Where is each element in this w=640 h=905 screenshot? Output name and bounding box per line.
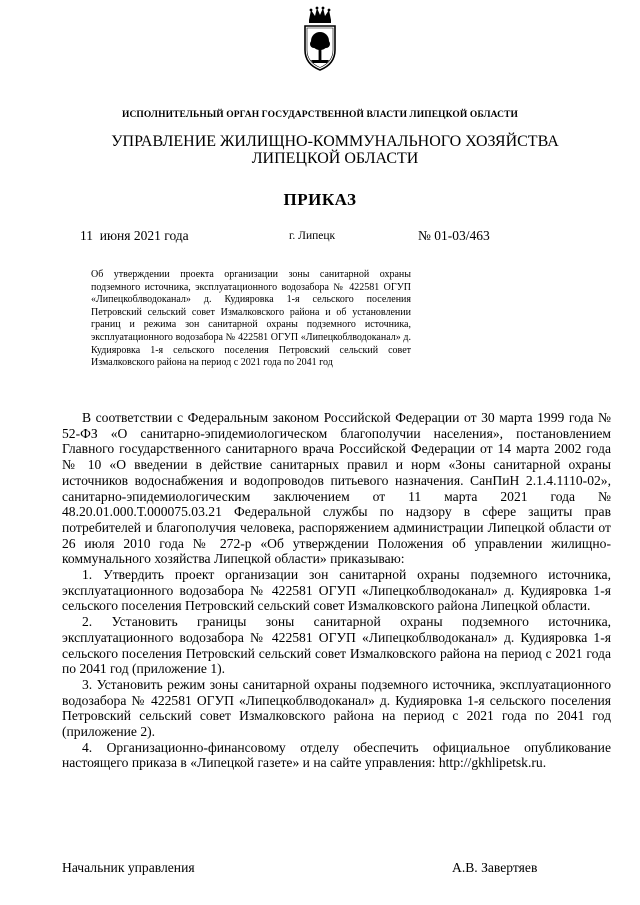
authority-line: ИСПОЛНИТЕЛЬНЫЙ ОРГАН ГОСУДАРСТВЕННОЙ ВЛАСТИ ЛИПЕЦКОЙ ОБЛАСТИ [121,110,519,120]
signatory-name: А.В. Завертяев [452,860,538,875]
department-name [100,133,570,167]
document-number: № 01-03/463 [418,228,490,243]
department-line-1: УПРАВЛЕНИЕ ЖИЛИЩНО-КОММУНАЛЬНОГО ХОЗЯЙСТВА [111,133,559,150]
document-date: 11 июня 2021 года [80,228,189,243]
department-line-2: ЛИПЕЦКОЙ ОБЛАСТИ [251,150,419,167]
order-item-2: 2. Установить границы зоны санитарной охраны подземного источника, эксплуатационного водозабора № 422581 ОГУП «Липецкоблводоканал» д. Кудияровка 1-я сельского поселения Петровский сельский совет Измалковского района на период с 2021 года по 2041 год (приложение 1). [62,614,611,677]
order-subject: Об утверждении проекта организации зоны санитарной охраны подземного источника, эксплуатационного водозабора № 422581 ОГУП «Липецкоблводоканал» д. Кудияровка 1-я сельского поселения Петровский сельский совет Измалковского района и об установлении границ и режима зон санитарной охраны подземного источника, эксплуатационного водозабора № 422581 ОГУП «Липецкоблводоканал» д. Кудияровка 1-я сельского поселения Петровский сельский совет Измалковского района на период с 2021 года по 2041 год [91,269,411,369]
document-type: ПРИКАЗ [283,190,357,209]
coat-of-arms-emblem-icon [297,6,343,74]
document-city: г. Липецк [289,230,336,242]
order-preamble: В соответствии с Федеральным законом Российской Федерации от 30 марта 1999 года № 52-ФЗ «О санитарно-эпидемиологическом благополучии населения», постановлением Главного государственного санитарного врача Российской Федерации от 14 марта 2002 года № 10 «О введении в действие санитарных правил и норм «Зоны санитарной охраны источников водоснабжения и водопроводов питьевого назначения. СанПиН 2.1.4.1110-02», санитарно-эпидемиологическим заключением от 11 марта 2021 года № 48.20.01.000.Т.000075.03.21 Федеральной службы по надзору в сфере защиты прав потребителей и благополучия человека, распоряжением администрации Липецкой области от 26 июля 2010 года № 272-р «Об утверждении Положения об управлении жилищно-коммунального хозяйства Липецкой области» приказываю: [62,410,611,567]
order-item-1: 1. Утвердить проект организации зон санитарной охраны подземного источника, эксплуатационного водозабора № 422581 ОГУП «Липецкоблводоканал» д. Кудияровка 1-я сельского поселения Петровский сельский совет Измалковского района Липецкой области. [62,567,611,614]
order-item-4: 4. Организационно-финансовому отделу обеспечить официальное опубликование настоящего приказа в «Липецкой газете» и на сайте управления: http://gkhlipetsk.ru. [62,739,611,771]
signatory-title: Начальник управления [62,860,195,875]
order-body [62,410,611,771]
order-item-3: 3. Установить режим зоны санитарной охраны подземного источника, эксплуатационного водозабора № 422581 ОГУП «Липецкоблводоканал» д. Кудияровка 1-я сельского поселения Петровский сельский совет Измалковского района на период с 2021 года по 2041 год (приложение 2). [62,676,611,740]
